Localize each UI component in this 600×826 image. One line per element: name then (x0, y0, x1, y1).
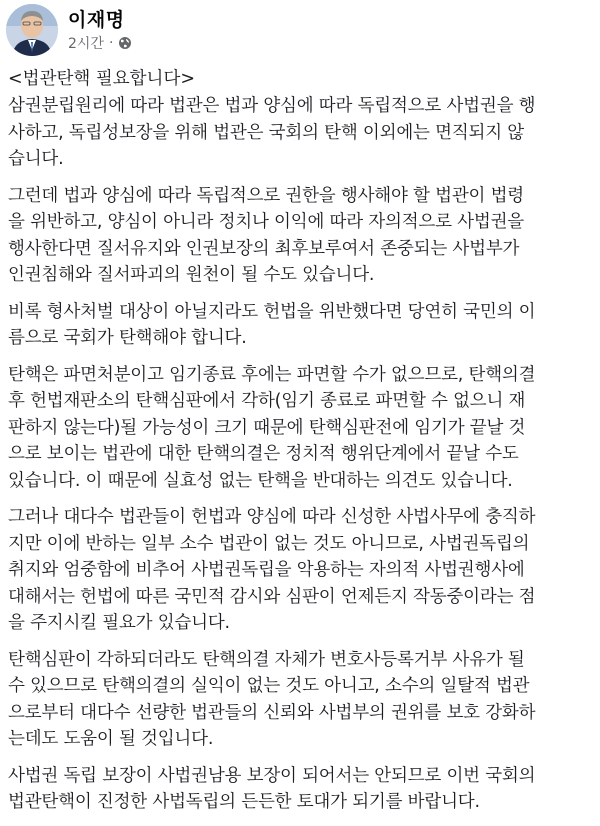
paragraph-line: 행사한다면 질서유지와 인권보장의 최후보루여서 존중되는 사법부가 (8, 238, 520, 259)
paragraph-line: 인권침해와 질서파괴의 원천이 될 수도 있습니다. (8, 265, 375, 285)
paragraph-line: 지만 이에 반하는 일부 소수 법관이 없는 것도 아니므로, 사법권독립의 (8, 533, 530, 554)
paragraph-line: 대해서는 헌법에 따른 국민적 감시와 심판이 언제든지 작동중이라는 점 (8, 586, 536, 607)
paragraph-line: 습니다. (8, 149, 64, 169)
post-paragraph (8, 362, 596, 495)
paragraph-line: 사법권 독립 보장이 사법권남용 보장이 되어서는 안되므로 이번 국회의 (8, 765, 536, 786)
paragraph-line: 비록 형사처벌 대상이 아닐지라도 헌법을 위반했다면 당연히 국민의 이 (8, 301, 536, 322)
post-header (0, 0, 600, 62)
paragraph-line: 는데도 도움이 될 것입니다. (8, 729, 214, 749)
post-paragraph (8, 183, 596, 289)
author-name[interactable]: 이재명 (68, 9, 125, 31)
avatar-photo (6, 4, 58, 56)
paragraph-line: 탄핵심판이 각하되더라도 탄핵의결 자체가 변호사등록거부 사유가 될 (8, 649, 525, 670)
globe-icon[interactable] (118, 36, 132, 50)
post-timestamp[interactable]: 2시간 (68, 36, 104, 52)
paragraph-line: 있습니다. 이 때문에 실효성 없는 탄핵을 반대하는 의견도 있습니다. (8, 470, 513, 491)
paragraph-line: 을 위반하고, 양심이 아니라 정치나 이익에 따라 자의적으로 사법권을 (8, 212, 525, 232)
meta-separator: · (108, 35, 114, 51)
paragraph-line: 사하고, 독립성보장을 위해 법관은 국회의 탄핵 이외에는 면직되지 않 (8, 122, 525, 143)
paragraph-line: 으로부터 대다수 선량한 법관들의 신뢰와 사법부의 권위를 보호 강화하 (8, 702, 536, 723)
paragraph-line: 름으로 국회가 탄핵해야 합니다. (8, 328, 247, 348)
paragraph-line: 취지와 엄중함에 비추어 사법권독립을 악용하는 자의적 사법권행사에 (8, 560, 525, 580)
post-meta (68, 33, 132, 53)
paragraph-line: 으로 보이는 법관에 대한 탄핵의결은 정치적 행위단계에서 끝날 수도 (8, 444, 519, 464)
paragraph-line: 삼권분립원리에 따라 법관은 법과 양심에 따라 독립적으로 사법권을 행 (8, 96, 536, 116)
post-body (8, 66, 596, 826)
post-paragraph (8, 93, 596, 173)
post-paragraph (8, 647, 596, 753)
post-paragraphs (8, 93, 596, 816)
post-title: <법관탄핵 필요합니다> (8, 69, 196, 89)
paragraph-line: 후 헌법재판소의 탄핵심판에서 각하(임기 종료로 파면할 수 없으니 재 (8, 391, 526, 411)
paragraph-line: 그런데 법과 양심에 따라 독립적으로 권한을 행사해야 할 법관이 법령 (8, 185, 525, 206)
paragraph-line: 탄핵은 파면처분이고 임기종료 후에는 파면할 수가 없으므로, 탄핵의결 (8, 364, 536, 385)
paragraph-line: 수 있으므로 탄핵의결의 실익이 없는 것도 아니고, 소수의 일탈적 법관 (8, 676, 530, 696)
author-avatar[interactable] (6, 4, 58, 56)
paragraph-line: 판하지 않는다)될 가능성이 크기 때문에 탄핵심판전에 임기가 끝날 것 (8, 417, 526, 438)
post-paragraph (8, 763, 596, 816)
paragraph-line: 법관탄핵이 진정한 사법독립의 든든한 토대가 되기를 바랍니다. (8, 792, 480, 812)
post-paragraph (8, 299, 596, 352)
paragraph-line: 을 주지시킬 필요가 있습니다. (8, 613, 230, 633)
post-paragraph (8, 504, 596, 637)
paragraph-line: 그러나 대다수 법관들이 헌법과 양심에 따라 신성한 사법사무에 충직하 (8, 507, 536, 527)
